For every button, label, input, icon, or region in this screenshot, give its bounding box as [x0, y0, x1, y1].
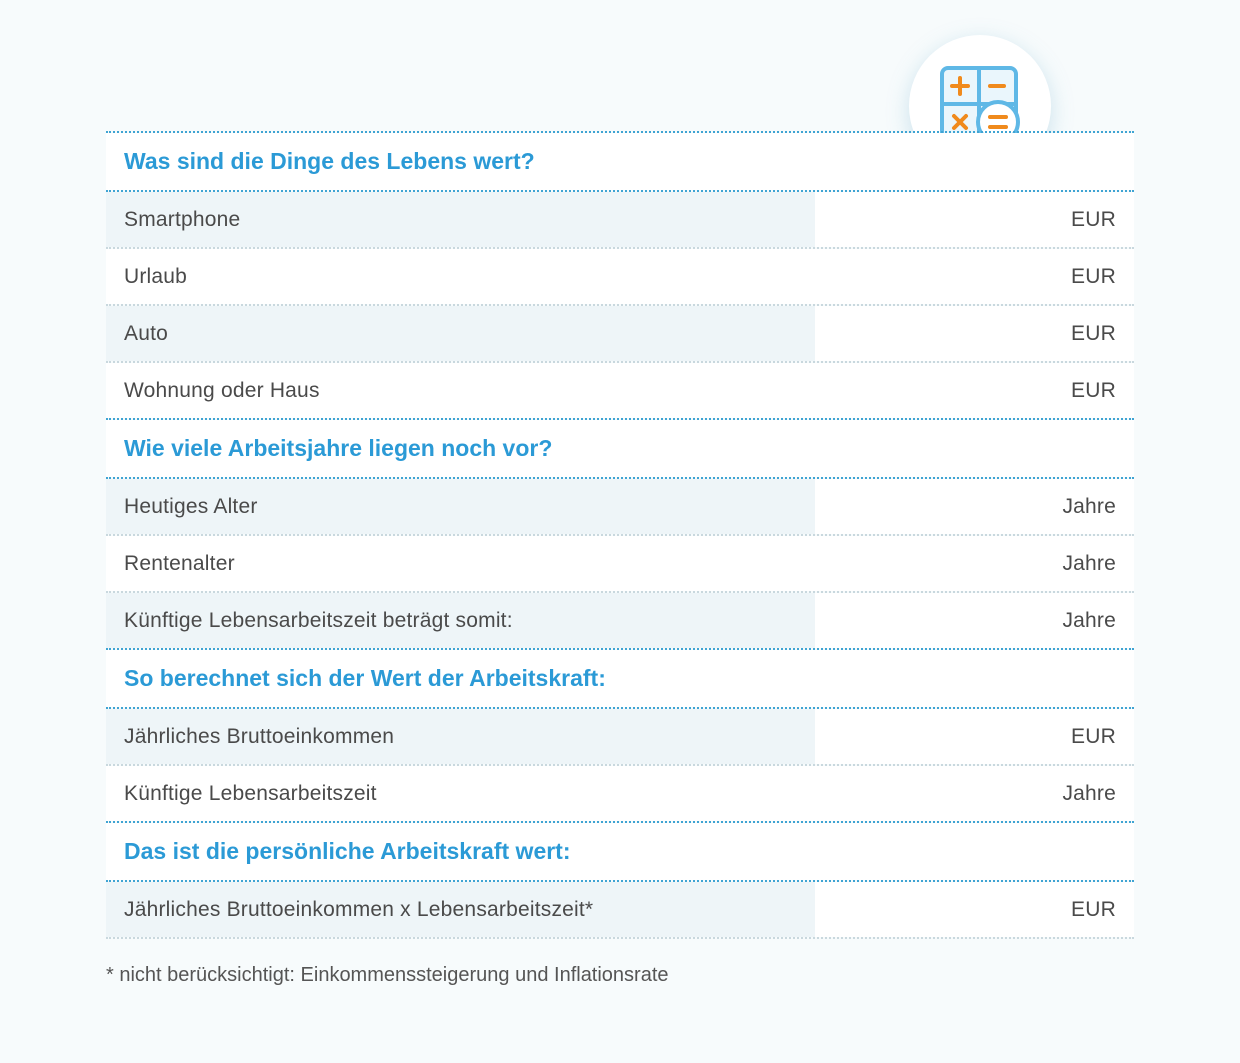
row-unit: EUR: [815, 709, 1134, 764]
row-unit: Jahre: [815, 593, 1134, 648]
row-unit: EUR: [815, 882, 1134, 937]
row-label: Urlaub: [106, 249, 815, 304]
section-header-personal-worth: [106, 823, 1134, 880]
section-title: Das ist die persönliche Arbeitskraft wert:: [124, 838, 571, 864]
row-label: Auto: [106, 306, 815, 361]
row-label: Künftige Lebensarbeitszeit beträgt somit:: [106, 593, 815, 648]
table-row-rentenalter: [106, 536, 1134, 591]
row-label: Jährliches Bruttoeinkommen x Lebensarbeitszeit*: [106, 882, 815, 937]
table-row-wohnung: [106, 363, 1134, 418]
row-label: Künftige Lebensarbeitszeit: [106, 766, 815, 821]
row-label: Rentenalter: [106, 536, 815, 591]
footnote: * nicht berücksichtigt: Einkommenssteigerung und Inflationsrate: [106, 964, 669, 986]
section-title: So berechnet sich der Wert der Arbeitskraft:: [124, 665, 606, 691]
table-row-total: [106, 882, 1134, 937]
section-title: Was sind die Dinge des Lebens wert?: [124, 148, 535, 174]
row-unit: EUR: [815, 306, 1134, 361]
row-unit: Jahre: [815, 479, 1134, 534]
row-unit: Jahre: [815, 766, 1134, 821]
section-title: Wie viele Arbeitsjahre liegen noch vor?: [124, 435, 553, 461]
table-row-urlaub: [106, 249, 1134, 304]
row-label: Wohnung oder Haus: [106, 363, 815, 418]
row-label: Smartphone: [106, 192, 815, 247]
row-unit: Jahre: [815, 536, 1134, 591]
section-header-things-worth: [106, 133, 1134, 190]
row-unit: EUR: [815, 363, 1134, 418]
table-row-auto: [106, 306, 1134, 361]
section-header-working-years: [106, 420, 1134, 477]
table-row-lebensarbeitszeit-result: [106, 593, 1134, 648]
section-header-calculation: [106, 650, 1134, 707]
table-row-smartphone: [106, 192, 1134, 247]
table-row-bruttoeinkommen: [106, 709, 1134, 764]
row-unit: EUR: [815, 249, 1134, 304]
table-row-heutiges-alter: [106, 479, 1134, 534]
divider: [106, 937, 1134, 939]
row-label: Jährliches Bruttoeinkommen: [106, 709, 815, 764]
row-unit: EUR: [815, 192, 1134, 247]
worth-table: [106, 131, 1134, 939]
row-label: Heutiges Alter: [106, 479, 815, 534]
table-row-lebensarbeitszeit: [106, 766, 1134, 821]
